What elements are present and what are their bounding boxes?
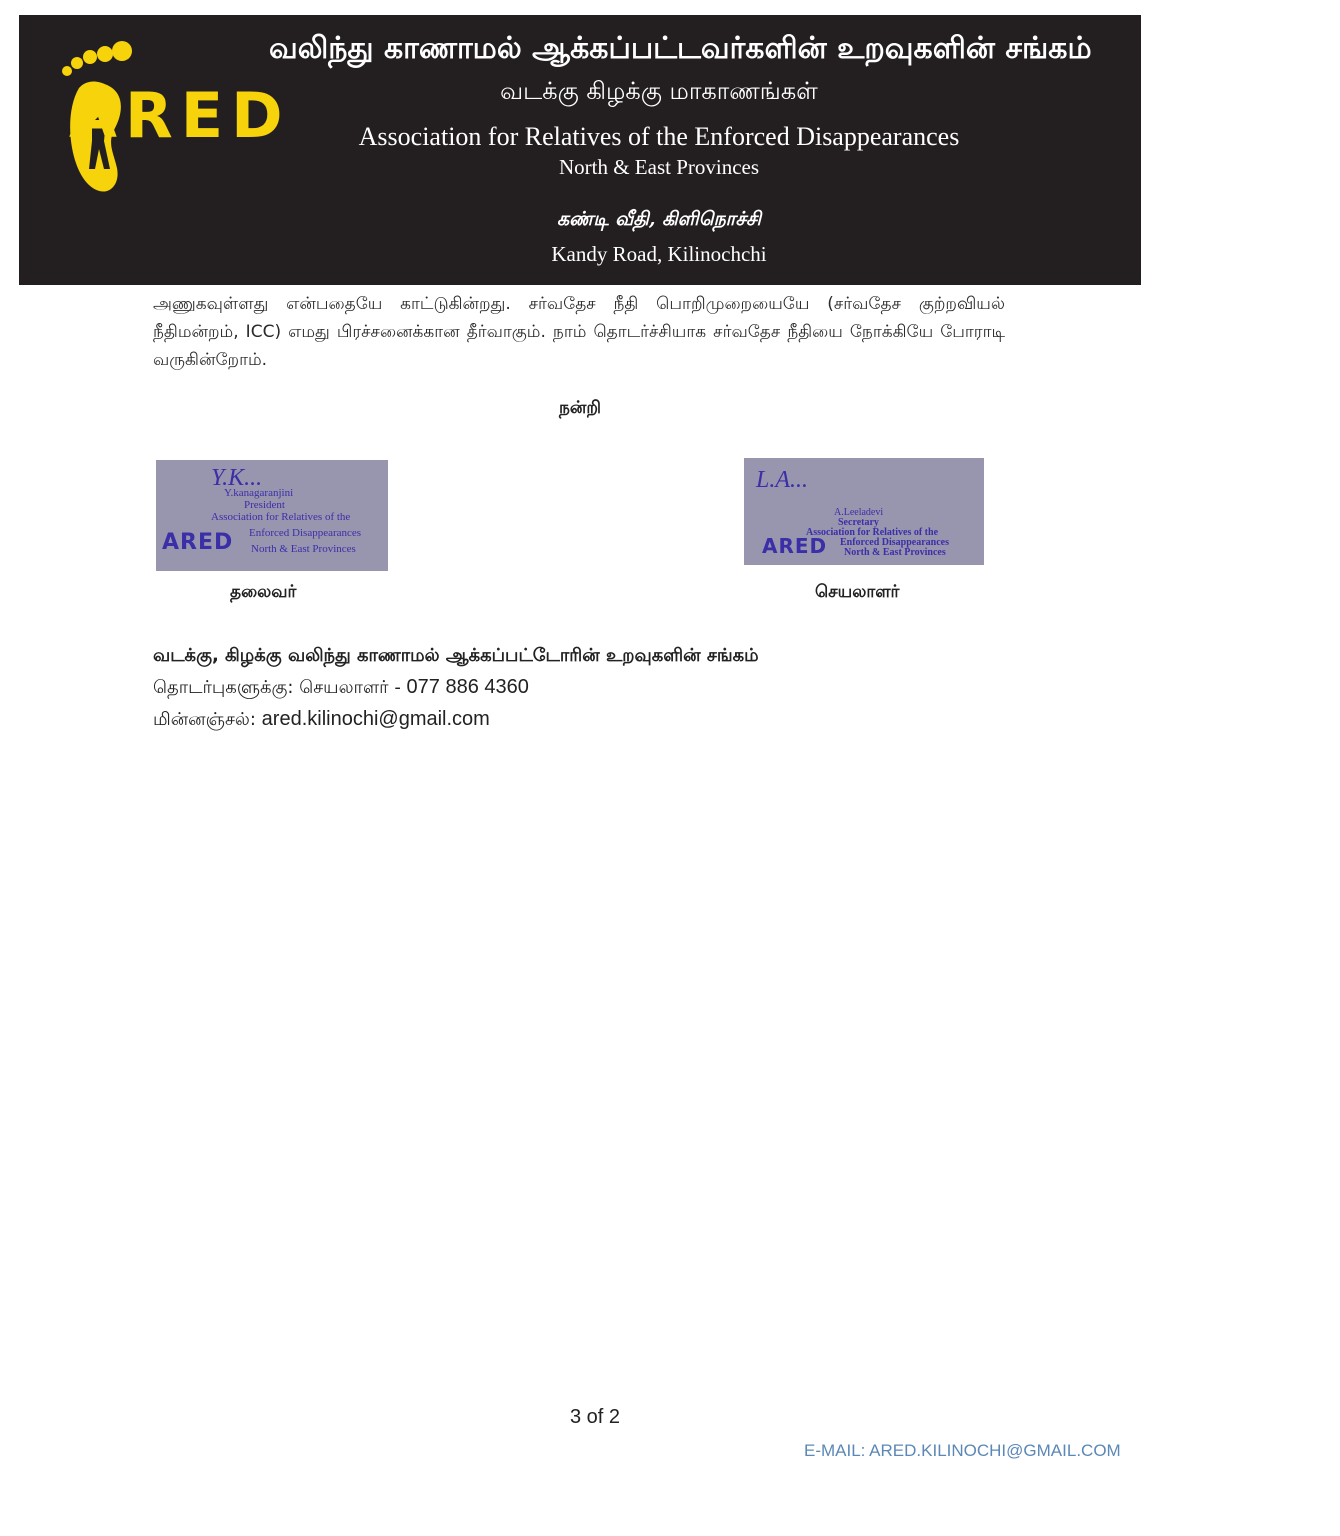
address-tamil: கண்டி வீதி, கிளிநொச்சி	[557, 208, 761, 230]
stamp-name: A.Leeladevi	[834, 507, 884, 518]
contact-phone-line	[153, 676, 529, 700]
stamp-org-line: North & East Provinces	[844, 547, 946, 558]
stamp-org-line: North & East Provinces	[251, 543, 356, 555]
president-signature-stamp	[156, 460, 388, 571]
org-subtitle-english: North & East Provinces	[558, 155, 760, 179]
stamp-org-line: Association for Relatives of the	[211, 511, 351, 523]
stamp-logo: ARED	[762, 534, 828, 558]
phone-number: 077 886 4360	[406, 676, 529, 698]
thanks-text: நன்றி	[558, 398, 602, 418]
stamp-name: Y.kanagaranjini	[224, 487, 294, 499]
address-english: Kandy Road, Kilinochchi	[551, 242, 767, 266]
stamp-org-line: Enforced Disappearances	[249, 527, 362, 539]
stamp-logo: ARED	[162, 530, 234, 555]
email-address: ared.kilinochi@gmail.com	[261, 708, 490, 730]
stamp-role: President	[244, 499, 285, 511]
page-number: 3 of 2	[569, 1406, 621, 1428]
org-title-tamil: வலிந்து காணாமல் ஆக்கப்பட்டவர்களின் உறவுகளின் சங்கம்	[269, 31, 1092, 66]
stamp-org-line: Association for Relatives of the	[806, 527, 939, 538]
signature-scrawl: Y.K...	[211, 465, 263, 491]
org-subtitle-tamil: வடக்கு கிழக்கு மாகாணங்கள்	[500, 77, 818, 105]
stamp-org-line: Enforced Disappearances	[840, 537, 949, 548]
letterhead-banner	[19, 15, 1141, 285]
stamp-role: Secretary	[838, 517, 879, 528]
president-label: தலைவர்	[230, 582, 297, 602]
phone-label: தொடர்புகளுக்கு: செயலாளர் -	[153, 677, 407, 698]
secretary-signature-stamp	[744, 458, 984, 565]
email-label: மின்னஞ்சல்:	[153, 709, 262, 730]
contact-org-name: வடக்கு, கிழக்கு வலிந்து காணாமல் ஆக்கப்பட்டோரின் உறவுகளின் சங்கம்	[153, 645, 759, 666]
signature-scrawl: L.A...	[756, 467, 809, 493]
org-title-english: Association for Relatives of the Enforced Disappearances	[358, 122, 960, 151]
contact-email-line	[153, 708, 490, 732]
body-paragraph: அணுகவுள்ளது என்பதையே காட்டுகின்றது. சர்வதேச நீதி பொறிமுறையையே (சர்வதேச குற்றவியல் நீதிமன்றம், ICC) எமது பிரச்சனைக்கான தீர்வாகும். நாம் தொடர்ச்சியாக சர்வதேச நீதியை நோக்கியே போராடி வருகின்றோம்.	[153, 294, 1005, 370]
secretary-label: செயலாளர்	[815, 582, 900, 602]
footer-email: E-MAIL: ARED.KILINOCHI@GMAIL.COM	[804, 1441, 1121, 1460]
logo-wordmark: ARED	[69, 79, 291, 152]
